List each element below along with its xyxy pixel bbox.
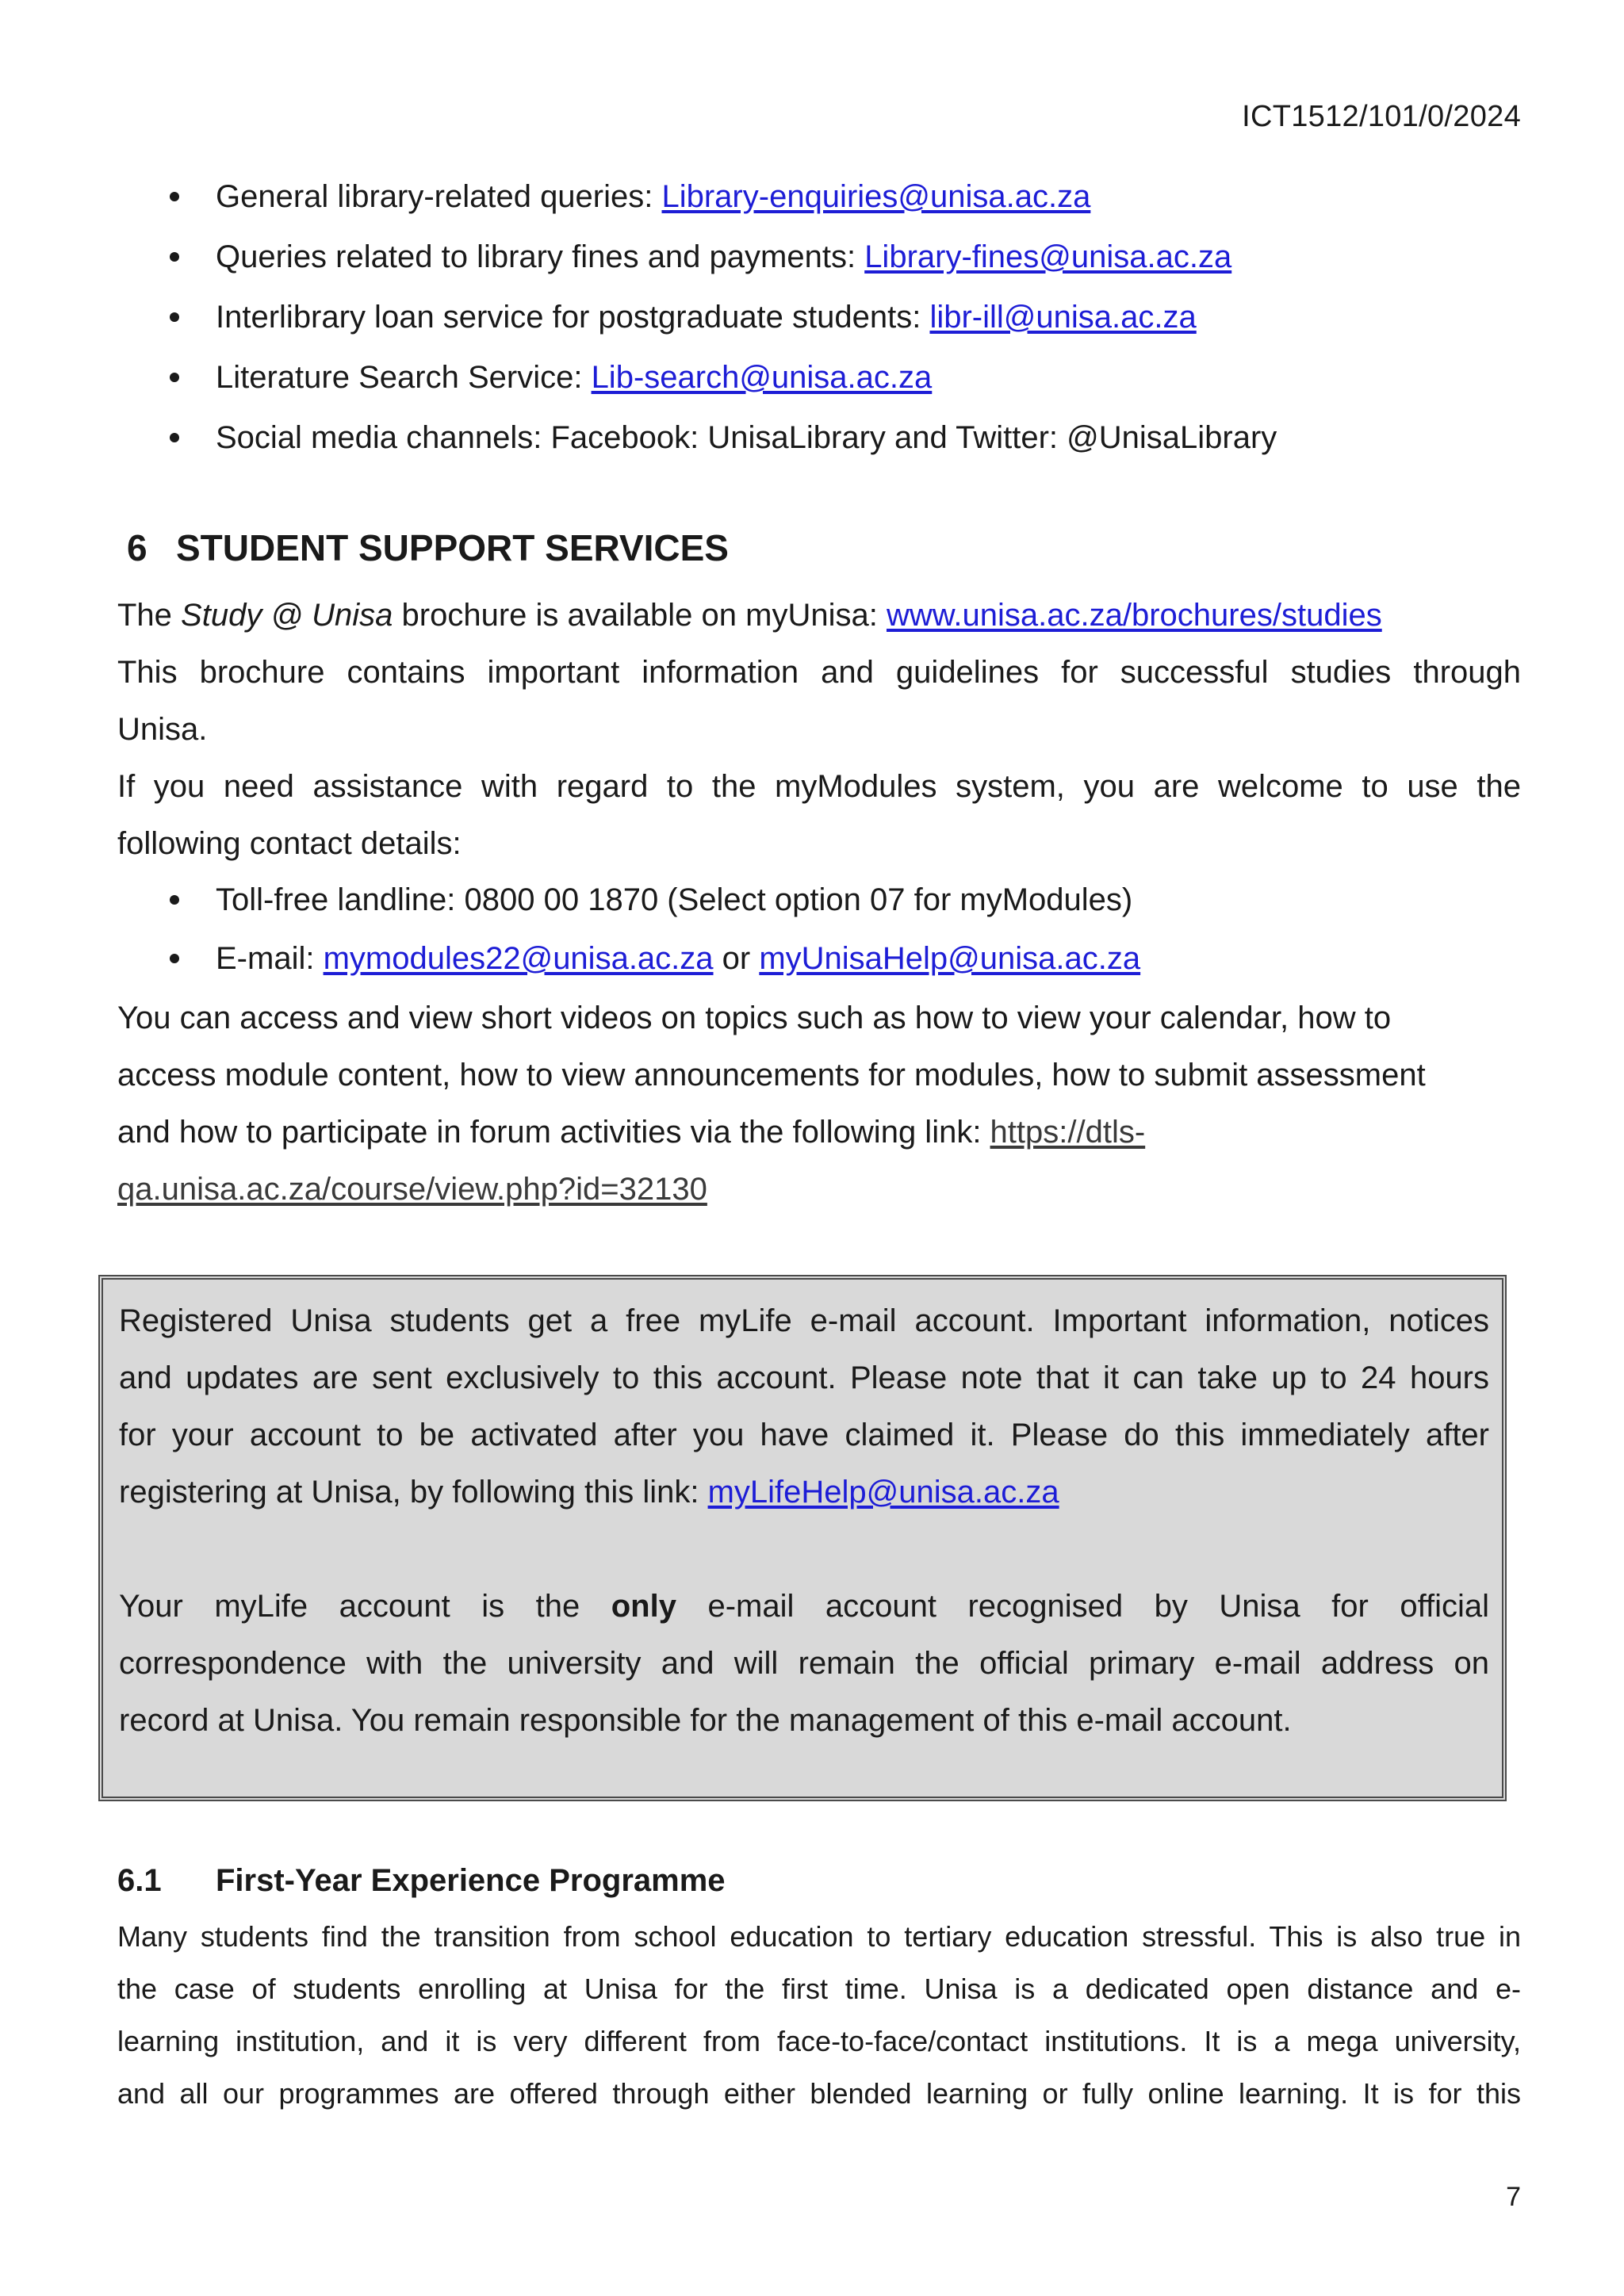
list-item <box>117 166 1521 227</box>
section-heading <box>127 526 729 569</box>
list-item <box>117 287 1521 347</box>
subsection-heading <box>117 1863 726 1899</box>
tollfree-text: Toll-free landline: 0800 00 1870 (Select option 07 for myModules) <box>216 882 1133 917</box>
videos-link-continued[interactable]: qa.unisa.ac.za/course/view.php?id=32130 <box>117 1172 707 1207</box>
text-line <box>117 1104 1521 1161</box>
subsection-title: First-Year Experience Programme <box>216 1863 726 1898</box>
text-line: learning institution, and it is very different from face-to-face/contact institutions. It is a mega university, <box>117 2025 1521 2057</box>
page-number: 7 <box>1506 2182 1521 2212</box>
text-line: following contact details: <box>117 826 462 861</box>
text-run: The <box>117 598 182 633</box>
library-contacts-list <box>117 166 1521 468</box>
text-line <box>119 1464 1489 1521</box>
library-fines-email-link[interactable]: Library-fines@unisa.ac.za <box>864 239 1232 274</box>
bullet-icon <box>170 433 179 442</box>
text-run: Your myLife account is the <box>119 1589 611 1624</box>
text-line: for your account to be activated after you have claimed it. Please do this immediately after <box>119 1418 1489 1452</box>
myunisahelp-email-link[interactable]: myUnisaHelp@unisa.ac.za <box>759 941 1141 976</box>
blank-line <box>119 1521 1489 1578</box>
text-line: access module content, how to view announcements for modules, how to submit assessment <box>117 1058 1426 1093</box>
text-line: record at Unisa. You remain responsible for the management of this e-mail account. <box>119 1703 1292 1738</box>
contact-label: Social media channels: Facebook: UnisaLibrary and Twitter: @UnisaLibrary <box>216 420 1277 455</box>
section-intro-paragraph <box>117 587 1521 872</box>
mylife-notice-box <box>98 1275 1507 1801</box>
text-line: and updates are sent exclusively to this account. Please note that it can take up to 24 hours <box>119 1360 1489 1395</box>
mymodules-contacts-list <box>117 871 1521 988</box>
contact-label: General library-related queries: <box>216 179 662 214</box>
contact-label: Queries related to library fines and payments: <box>216 239 865 274</box>
first-year-paragraph <box>117 1911 1521 2120</box>
text-line: correspondence with the university and will remain the official primary e-mail address on <box>119 1646 1489 1681</box>
subsection-number: 6.1 <box>117 1863 162 1898</box>
list-item <box>117 871 1521 929</box>
literature-search-email-link[interactable]: Lib-search@unisa.ac.za <box>591 360 933 395</box>
bullet-icon <box>170 895 179 905</box>
bullet-icon <box>170 954 179 963</box>
email-or: or <box>713 941 760 976</box>
document-code: ICT1512/101/0/2024 <box>1242 100 1521 133</box>
bullet-icon <box>170 312 179 322</box>
mylifehelp-email-link[interactable]: myLifeHelp@unisa.ac.za <box>707 1475 1059 1510</box>
emphasis-only: only <box>611 1589 676 1624</box>
text-run: e-mail account recognised by Unisa for official <box>676 1589 1490 1624</box>
section-title: STUDENT SUPPORT SERVICES <box>176 527 729 568</box>
bullet-icon <box>170 192 179 201</box>
text-line: Unisa. <box>117 712 208 747</box>
text-line: and all our programmes are offered through either blended learning or fully online learning. It is for this <box>117 2077 1521 2110</box>
section-number: 6 <box>127 527 147 568</box>
text-line <box>119 1578 1489 1635</box>
email-label: E-mail: <box>216 941 324 976</box>
text-run: registering at Unisa, by following this link: <box>119 1475 708 1510</box>
brochure-link[interactable]: www.unisa.ac.za/brochures/studies <box>886 598 1382 633</box>
text-line: Registered Unisa students get a free myLife e-mail account. Important information, notices <box>119 1303 1489 1338</box>
mymodules-email-link[interactable]: mymodules22@unisa.ac.za <box>323 941 714 976</box>
text-line: the case of students enrolling at Unisa for the first time. Unisa is a dedicated open distance and e- <box>117 1973 1521 2005</box>
videos-link[interactable]: https://dtls- <box>990 1115 1146 1150</box>
text-line: This brochure contains important information and guidelines for successful studies through <box>117 655 1521 690</box>
text-line <box>117 1161 1521 1218</box>
contact-label: Literature Search Service: <box>216 360 592 395</box>
library-enquiries-email-link[interactable]: Library-enquiries@unisa.ac.za <box>661 179 1091 214</box>
list-item <box>117 929 1521 988</box>
text-run: brochure is available on myUnisa: <box>393 598 887 633</box>
list-item <box>117 408 1521 468</box>
interlibrary-loan-email-link[interactable]: libr-ill@unisa.ac.za <box>929 300 1197 335</box>
text-run: and how to participate in forum activities via the following link: <box>117 1115 990 1150</box>
text-line: Many students find the transition from school education to tertiary education stressful. This is also true in <box>117 1920 1521 1953</box>
brochure-title: Study @ Unisa <box>181 598 393 633</box>
text-line: If you need assistance with regard to the myModules system, you are welcome to use the <box>117 769 1521 804</box>
brochure-line <box>117 587 1521 644</box>
text-line: You can access and view short videos on topics such as how to view your calendar, how to <box>117 1001 1392 1035</box>
list-item <box>117 227 1521 287</box>
videos-paragraph <box>117 989 1521 1218</box>
bullet-icon <box>170 252 179 262</box>
list-item <box>117 347 1521 408</box>
bullet-icon <box>170 373 179 382</box>
contact-label: Interlibrary loan service for postgraduate students: <box>216 300 930 335</box>
notice-content <box>119 1292 1489 1749</box>
